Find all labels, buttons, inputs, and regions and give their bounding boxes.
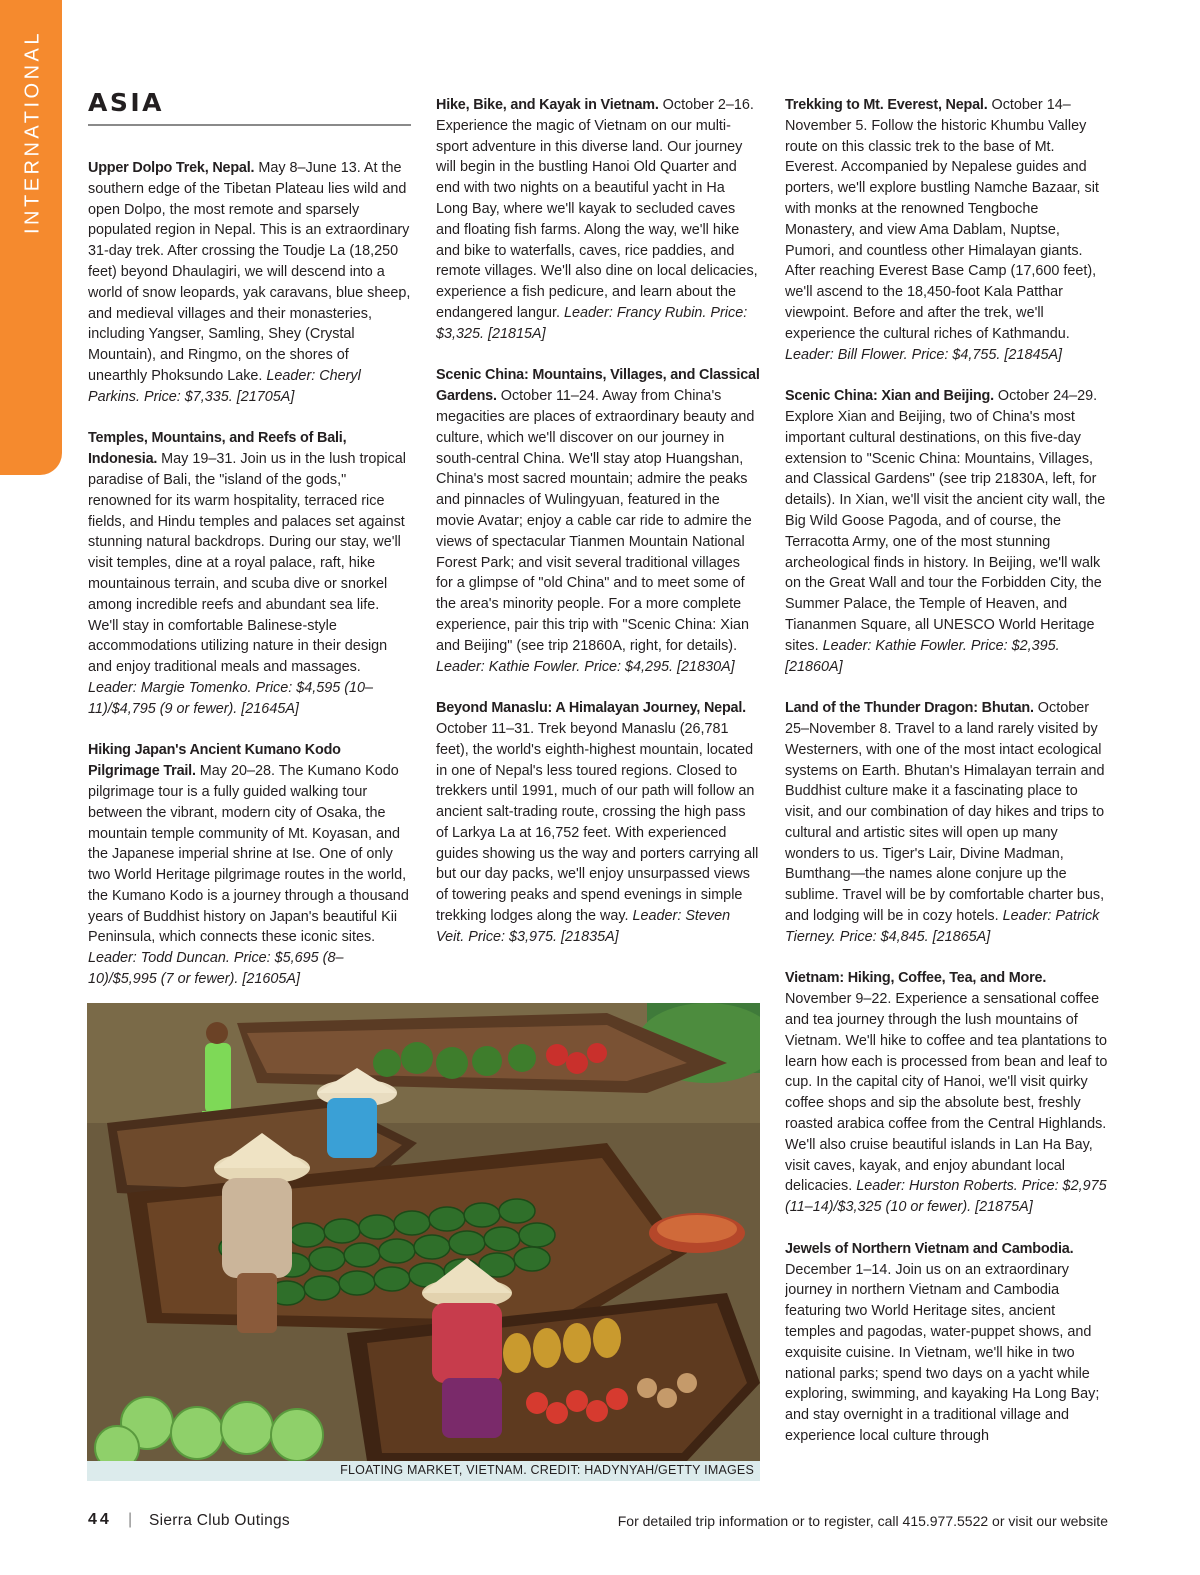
trip-title: Beyond Manaslu: A Himalayan Journey, Nepal.: [436, 700, 746, 717]
trip-listing: [436, 698, 760, 948]
trip-description: October 11–24. Away from China's megacities are places of extraordinary beauty and culture, which we'll discover on our journey in south-central China. We'll stay atop Huangshan, China's most sacred mountain; admire the peaks and pinnacles of Wulingyuan, featured in the movie Avatar; enjoy a cable car ride to admire the views of spectacular Tianmen Mountain National Forest Park; and visit several traditional villages for a glimpse of "old China" and to meet some of the area's minority people. For a more complete experience, pair this trip with "Scenic China: Xian and Beijing" (see trip 21860A, right, for details).: [436, 388, 755, 654]
trip-listing: [436, 365, 760, 677]
trip-title: Land of the Thunder Dragon: Bhutan.: [785, 700, 1034, 717]
trip-listing: [88, 428, 411, 719]
trip-price: Price: $3,325. [21815A]: [436, 304, 748, 342]
trip-listing: [88, 158, 411, 408]
trip-description: October 2–16. Experience the magic of Vietnam on our multi-sport adventure in this diverse land. Our journey will begin in the bustling Hanoi Old Quarter and end with two nights on a beautiful yacht in Ha Long Bay, where we'll kayak to secluded caves and floating fish farms. Along the way, we'll hike and bike to waterfalls, caves, rice paddies, and remote villages. We'll also dine on local delicacies, experience a fish pedicure, and learn about the endangered langur.: [436, 97, 758, 321]
trip-listing: [88, 740, 411, 990]
trip-description: May 8–June 13. At the southern edge of the Tibetan Plateau lies wild and open Dolpo, the most remote and sparsely populated region in Nepal. This is an extraordinary 31-day trek. After crossing the Toudje La (18,250 feet) beyond Dhaulagiri, we will descend into a world of snow leopards, yak caravans, blue sheep, and medieval villages and their monasteries, including Yangser, Samling, Shey (Crystal Mountain), and Ringmo, on the shores of unearthly Phoksundo Lake.: [88, 160, 411, 384]
trip-price: Price: $4,595 (10–11)/$4,795 (9 or fewer). [21645A]: [88, 679, 374, 717]
trip-title: Temples, Mountains, and Reefs of Bali, Indonesia.: [88, 430, 347, 468]
trip-leader: Leader: Steven Veit.: [436, 908, 731, 945]
page-number: 44: [88, 1511, 112, 1528]
trip-title: Jewels of Northern Vietnam and Cambodia.: [785, 1240, 1074, 1257]
trip-price: Price: $5,695 (8–10)/$5,995 (7 or fewer). [21605A]: [88, 950, 344, 988]
trip-description: October 25–November 8. Travel to a land rarely visited by Westerners, with one of the most intact ecological systems on Earth. Bhutan's Himalayan terrain and Buddhist culture make it a fascinating place to visit, and our combination of day hikes and trips to cultural and artistic sites will open up many wonders to us. Tiger's Lair, Divine Madman, Bumthang—the names alone conjure up the sublime. Travel will be by comfortable charter bus, and lodging will be in cozy hotels.: [785, 700, 1105, 925]
trip-description: December 1–14. Join us on an extraordinary journey in northern Vietnam and Cambodia featuring two World Heritage sites, ancient temples and pagodas, water-puppet shows, and exquisite cuisine. In Vietnam, we'll hike in two national parks; spend two days on a yacht while exploring, swimming, and kayaking Ha Long Bay; and stay overnight in a traditional village and experience local culture through: [785, 1261, 1100, 1444]
side-tab-label: INTERNATIONAL: [21, 29, 44, 235]
trip-listing: [785, 1239, 1108, 1447]
trip-price: Price: $4,295. [21830A]: [580, 658, 735, 675]
trip-price: Price: $4,755. [21845A]: [907, 346, 1063, 363]
trip-title: Scenic China: Xian and Beijing.: [785, 388, 994, 405]
trip-leader: Leader: Todd Duncan.: [88, 950, 230, 967]
trip-title: Vietnam: Hiking, Coffee, Tea, and More.: [785, 970, 1047, 987]
trip-price: Price: $2,975 (11–14)/$3,325 (10 or fewer). [21875A]: [785, 1178, 1107, 1216]
photo-caption-bar: [87, 1461, 760, 1481]
section-side-tab: [0, 0, 62, 475]
trip-leader: Leader: Kathie Fowler.: [436, 658, 581, 675]
trip-description: November 9–22. Experience a sensational coffee and tea journey through the lush mountains of Vietnam. We'll hike to coffee and tea plantations to learn how each is processed from bean and leaf to cup. In the capital city of Hanoi, we'll visit quirky coffee shops and sip the absolute best, freshly roasted arabica coffee from the Central Highlands. We'll also cruise beautiful islands in Lan Ha Bay, visit caves, kayak, and enjoy abundant local delicacies.: [785, 991, 1108, 1195]
trip-leader: Leader: Bill Flower.: [785, 346, 908, 363]
trip-title: Hiking Japan's Ancient Kumano Kodo Pilgrimage Trail.: [88, 742, 341, 780]
trip-description: October 11–31. Trek beyond Manaslu (26,781 feet), the world's eighth-highest mountain, located in one of Nepal's less toured regions. Closed to trekkers until 1991, much of our path will follow an ancient salt-trading route, crossing the high pass of Larkya La at 16,752 feet. With experienced guides showing us the way and porters carrying all but our day packs, we'll enjoy unsurpassed views of towering peaks and spend evenings in simple trekking lodges along the way.: [436, 720, 759, 925]
trip-leader: Leader: Cheryl Parkins.: [88, 367, 361, 405]
publication-name: Sierra Club Outings: [149, 1512, 290, 1529]
trip-price: Price: $7,335. [21705A]: [139, 388, 295, 405]
photo-caption: FLOATING MARKET, VIETNAM. CREDIT: HADYNYAH/GETTY IMAGES: [340, 1463, 754, 1477]
heading-divider: [88, 124, 411, 126]
trip-description: October 14–November 5. Follow the historic Khumbu Valley route on this classic trek to the base of Mt. Everest. Accompanied by Nepalese guides and porters, we'll explore bustling Namche Bazaar, sit with monks at the renowned Tengboche Monastery, and view Ama Dablam, Nuptse, Pumori, and countless other Himalayan giants. After reaching Everest Base Camp (17,600 feet), we'll ascend to the 18,450-foot Kala Patthar viewpoint. Before and after the trek, we'll experience the cultural riches of Kathmandu.: [785, 97, 1099, 342]
trip-title: Trekking to Mt. Everest, Nepal.: [785, 97, 988, 113]
column-3: [785, 95, 1108, 1488]
column-1: [88, 158, 411, 1011]
trip-listing: [785, 386, 1108, 677]
trip-title: Hike, Bike, and Kayak in Vietnam.: [436, 97, 659, 113]
trip-leader: Leader: Margie Tomenko.: [88, 679, 252, 696]
trip-listing: [785, 968, 1108, 1218]
trip-description: May 20–28. The Kumano Kodo pilgrimage tour is a fully guided walking tour between the vibrant, modern city of Osaka, the mountain temple community of Mt. Koyasan, and the Japanese imperial shrine at Ise. One of only two World Heritage pilgrimage routes in the world, the Kumano Kodo is a journey through a thousand years of Buddhist history on Japan's beautiful Kii Peninsula, which connects these iconic sites.: [88, 763, 409, 946]
trip-listing: [785, 698, 1108, 948]
trip-title: Upper Dolpo Trek, Nepal.: [88, 160, 255, 176]
footer-separator: |: [128, 1511, 133, 1528]
trip-listing: [785, 95, 1108, 365]
trip-description: October 24–29. Explore Xian and Beijing, two of China's most important cultural destinations, on this five-day extension to "Scenic China: Mountains, Villages, and Classical Gardens" (see trip 21830A, left, for details). In Xian, we'll visit the ancient city wall, the Big Wild Goose Pagoda, and of course, the Terracotta Army, one of the most stunning archeological finds in history. In Beijing, we'll walk on the Great Wall and tour the Forbidden City, the Summer Palace, the Temple of Heaven, and Tiananmen Square, all UNESCO World Heritage sites.: [785, 388, 1106, 654]
trip-price: Price: $4,845. [21865A]: [835, 928, 991, 945]
trip-leader: Leader: Hurston Roberts.: [856, 1178, 1018, 1195]
column-2: [436, 95, 760, 968]
trip-leader: Leader: Patrick Tierney.: [785, 908, 1100, 945]
floating-market-illustration: [87, 1003, 760, 1461]
floating-market-photo: [87, 1003, 760, 1461]
trip-price: Price: $3,975. [21835A]: [464, 928, 619, 945]
trip-leader: Leader: Francy Rubin.: [564, 304, 707, 321]
trip-description: May 19–31. Join us in the lush tropical paradise of Bali, the "island of the gods," renowned for its warm hospitality, terraced rice fields, and Hindu temples and palaces set against stunning natural backdrops. During our stay, we'll visit temples, dine at a royal palace, raft, hike mountainous terrain, and scuba dive or snorkel among incredible reefs and abundant sea life. We'll stay in comfortable Balinese-style accommodations utilizing nature in their design and enjoy traditional meals and massages.: [88, 451, 406, 676]
footer-contact-info: For detailed trip information or to register, call 415.977.5522 or visit our website: [617, 1513, 1108, 1529]
trip-leader: Leader: Kathie Fowler.: [822, 637, 967, 654]
trip-title: Scenic China: Mountains, Villages, and Classical Gardens.: [436, 367, 760, 405]
trip-listing: [436, 95, 760, 345]
trip-price: Price: $2,395. [21860A]: [785, 637, 1060, 675]
section-heading: ASIA: [88, 88, 165, 117]
